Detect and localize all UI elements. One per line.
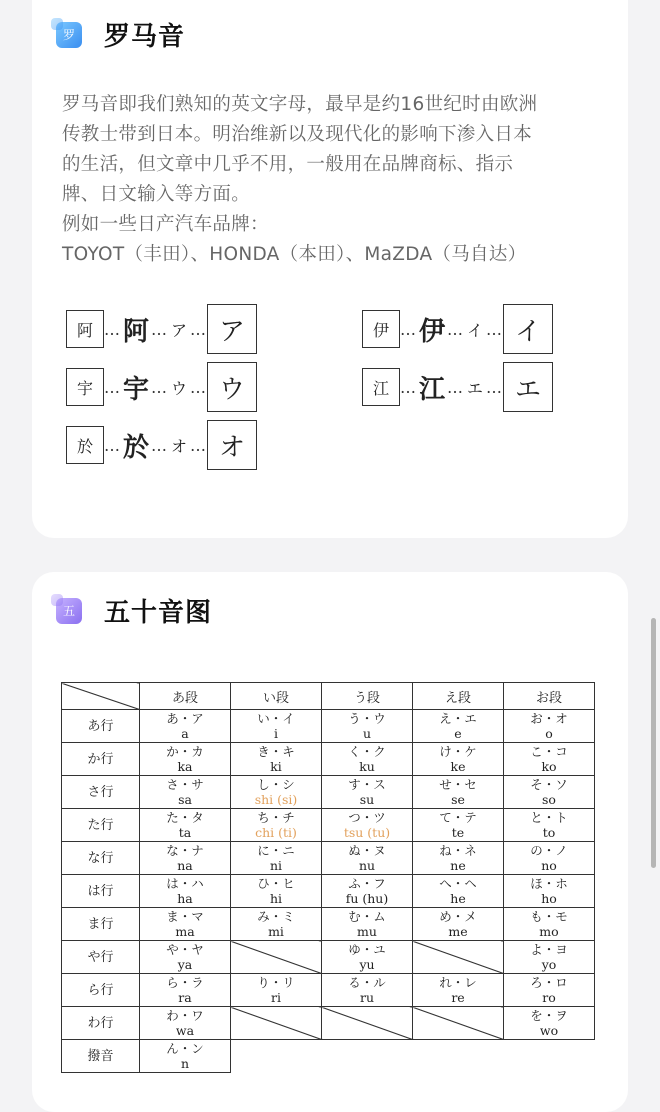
romaji-title: 罗马音 [104, 22, 186, 52]
table-cell [322, 776, 413, 809]
table-cell [140, 908, 231, 941]
kana-pair: ら・ラ [166, 975, 204, 990]
romaji-value: ya [177, 957, 193, 972]
dots: … [190, 319, 208, 339]
kana-pair: せ・セ [439, 777, 477, 792]
romaji-value: he [450, 891, 466, 906]
kana-pair: え・エ [439, 711, 477, 726]
kana-pair: か・カ [166, 744, 204, 759]
romaji-value: shi (si) [254, 792, 298, 807]
romaji-value: se [451, 792, 465, 807]
row-header: 撥音 [62, 1040, 140, 1073]
column-header: え段 [413, 683, 504, 710]
kana-pair: さ・サ [166, 777, 204, 792]
table-cell [322, 743, 413, 776]
table-row [62, 875, 595, 908]
romaji-value: o [545, 726, 553, 741]
romaji-value: wo [539, 1023, 559, 1038]
romaji-value: n [180, 1056, 190, 1071]
romaji-value: hi [269, 891, 283, 906]
kana-pair: あ・ア [166, 711, 204, 726]
kana-pair: ま・マ [166, 909, 204, 924]
early-form: ア [171, 320, 188, 340]
table-row [62, 710, 595, 743]
kana-box: エ [503, 362, 553, 412]
kana-pair: と・ト [530, 810, 568, 825]
column-header: う段 [322, 683, 413, 710]
table-row [62, 809, 595, 842]
table-cell [504, 809, 595, 842]
romaji-value: ke [450, 759, 466, 774]
derivation-o [66, 420, 257, 470]
table-cell [322, 875, 413, 908]
intro-line: 例如一些日产汽车品牌： [62, 214, 269, 235]
romaji-value: ka [177, 759, 193, 774]
kana-pair: れ・レ [439, 975, 477, 990]
romaji-value: ma [175, 924, 195, 939]
row-header: や行 [62, 941, 140, 974]
romaji-value: so [542, 792, 556, 807]
empty-cell [231, 941, 322, 974]
dots: … [151, 319, 169, 339]
kana-pair: る・ル [348, 975, 386, 990]
table-cell [322, 842, 413, 875]
table-cell [504, 875, 595, 908]
derivation-e [362, 362, 553, 412]
table-cell [504, 842, 595, 875]
table-cell [504, 974, 595, 1007]
table-row [62, 908, 595, 941]
table-cell [140, 842, 231, 875]
table-cell [504, 710, 595, 743]
early-form: オ [171, 436, 188, 456]
dots: … [447, 377, 465, 397]
gojuon-badge-icon: 五 [56, 598, 82, 624]
table-row [62, 1040, 595, 1073]
romaji-value: yo [541, 957, 557, 972]
kana-pair: に・ニ [257, 843, 295, 858]
table-cell [322, 908, 413, 941]
kanji-box: 阿 [66, 310, 104, 348]
table-row [62, 974, 595, 1007]
table-cell [231, 842, 322, 875]
kana-pair: ぬ・ヌ [348, 843, 386, 858]
table-row [62, 842, 595, 875]
table-cell [413, 908, 504, 941]
table-cell [140, 776, 231, 809]
dots: … [151, 377, 169, 397]
romaji-value: me [448, 924, 468, 939]
row-header: ま行 [62, 908, 140, 941]
intro-line: 牌、日文输入等方面。 [62, 184, 251, 205]
kana-pair: は・ハ [166, 876, 204, 891]
romaji-value: ru [359, 990, 375, 1005]
romaji-value: wa [175, 1023, 195, 1038]
row-header: わ行 [62, 1007, 140, 1040]
romaji-value: nu [358, 858, 376, 873]
empty-cell [231, 1007, 322, 1040]
dots: … [190, 435, 208, 455]
romaji-value: mi [268, 924, 284, 939]
romaji-value: na [177, 858, 193, 873]
gojuon-header [56, 592, 212, 629]
empty-cell [413, 1007, 504, 1040]
column-header: い段 [231, 683, 322, 710]
cursive-form: 阿 [123, 316, 150, 347]
romaji-value: ri [271, 990, 281, 1005]
gojuon-table [61, 682, 595, 1073]
romaji-value: ho [541, 891, 557, 906]
table-cell [504, 941, 595, 974]
kana-pair: も・モ [530, 909, 568, 924]
table-cell [322, 809, 413, 842]
kana-pair: ゆ・ユ [348, 942, 386, 957]
romaji-value: fu (hu) [345, 891, 389, 906]
table-cell [231, 974, 322, 1007]
row-header: な行 [62, 842, 140, 875]
table-cell [504, 908, 595, 941]
early-form: イ [467, 320, 484, 340]
kana-pair: く・ク [348, 744, 386, 759]
cursive-form: 於 [123, 432, 150, 463]
table-cell [504, 776, 595, 809]
kana-pair: ん・ン [166, 1041, 204, 1056]
kana-box: ウ [207, 362, 257, 412]
kana-pair: ふ・フ [348, 876, 386, 891]
table-cell [140, 875, 231, 908]
empty-cell [413, 941, 504, 974]
table-cell [140, 941, 231, 974]
kana-box: ア [207, 304, 257, 354]
kanji-box: 於 [66, 426, 104, 464]
kana-pair: よ・ヨ [530, 942, 568, 957]
column-header: あ段 [140, 683, 231, 710]
kana-pair: の・ノ [530, 843, 568, 858]
romaji-value: ne [450, 858, 466, 873]
kana-pair: へ・ヘ [439, 876, 477, 891]
table-cell [322, 974, 413, 1007]
romaji-value: e [454, 726, 462, 741]
kana-pair: そ・ソ [530, 777, 568, 792]
table-row [62, 743, 595, 776]
romaji-value: ro [542, 990, 556, 1005]
dots: … [104, 435, 121, 455]
kana-pair: け・ケ [439, 744, 477, 759]
dots: … [486, 377, 504, 397]
kana-pair: し・シ [257, 777, 295, 792]
romaji-value: to [542, 825, 556, 840]
kana-pair: き・キ [257, 744, 295, 759]
intro-line: 罗马音即我们熟知的英文字母，最早是约16世纪时由欧洲 [62, 94, 538, 115]
dots: … [190, 377, 208, 397]
table-cell [413, 842, 504, 875]
table-cell [322, 941, 413, 974]
kana-pair: す・ス [348, 777, 386, 792]
romaji-value: ta [178, 825, 192, 840]
table-cell [231, 710, 322, 743]
table-cell [231, 743, 322, 776]
kana-box: オ [207, 420, 257, 470]
cursive-form: 江 [419, 374, 446, 405]
derivation-a [66, 304, 257, 354]
table-cell [413, 710, 504, 743]
dots: … [104, 319, 121, 339]
kana-box: イ [503, 304, 553, 354]
table-cell [140, 1040, 231, 1073]
kana-pair: う・ウ [348, 711, 386, 726]
kana-pair: や・ヤ [166, 942, 204, 957]
table-cell [322, 710, 413, 743]
kanji-box: 伊 [362, 310, 400, 348]
romaji-value: mu [357, 924, 377, 939]
table-row [62, 776, 595, 809]
romaji-value: te [451, 825, 465, 840]
kana-pair: ね・ネ [439, 843, 477, 858]
romaji-value: su [359, 792, 375, 807]
kana-pair: た・タ [166, 810, 204, 825]
kana-pair: つ・ツ [348, 810, 386, 825]
table-cell [140, 1007, 231, 1040]
cursive-form: 伊 [419, 316, 446, 347]
table-cell [231, 875, 322, 908]
row-header: は行 [62, 875, 140, 908]
table-cell [140, 809, 231, 842]
kana-pair: み・ミ [257, 909, 295, 924]
kanji-box: 江 [362, 368, 400, 406]
row-header: さ行 [62, 776, 140, 809]
row-header: あ行 [62, 710, 140, 743]
intro-line: TOYOT（丰田）、HONDA（本田）、MaZDA（马自达） [62, 244, 527, 265]
row-header: ら行 [62, 974, 140, 1007]
scrollbar[interactable] [651, 618, 656, 868]
romaji-value: re [451, 990, 465, 1005]
kana-pair: ち・チ [257, 810, 295, 825]
kana-pair: ひ・ヒ [257, 876, 295, 891]
table-cell [413, 875, 504, 908]
romaji-value: ko [541, 759, 557, 774]
kana-pair: り・リ [257, 975, 295, 990]
derivation-u [66, 362, 257, 412]
romaji-card [32, 0, 628, 538]
early-form: エ [467, 378, 484, 398]
romaji-value: sa [178, 792, 192, 807]
gojuon-card [32, 572, 628, 1112]
kana-pair: お・オ [530, 711, 568, 726]
katakana-derivation-figure [66, 298, 606, 478]
intro-line: 的生活，但文章中几乎不用，一般用在品牌商标、指示 [62, 154, 514, 175]
intro-line: 传教士带到日本。明治维新以及现代化的影响下渗入日本 [62, 124, 533, 145]
empty-cell [322, 1007, 413, 1040]
romaji-value: no [541, 858, 557, 873]
romaji-value: ra [178, 990, 192, 1005]
romaji-badge-icon: 罗 [56, 22, 82, 48]
romaji-value: u [362, 726, 372, 741]
kana-pair: ほ・ホ [530, 876, 568, 891]
derivation-i [362, 304, 553, 354]
romaji-value: ha [177, 891, 193, 906]
kana-pair: て・テ [439, 810, 477, 825]
romaji-value: yu [359, 957, 375, 972]
romaji-intro [62, 90, 602, 270]
romaji-value: i [274, 726, 278, 741]
romaji-value: ni [269, 858, 283, 873]
kana-pair: こ・コ [530, 744, 568, 759]
table-cell [413, 974, 504, 1007]
gojuon-title: 五十音图 [104, 598, 213, 628]
kana-pair: わ・ワ [166, 1008, 204, 1023]
table-cell [413, 809, 504, 842]
table-row [62, 1007, 595, 1040]
corner-cell [62, 683, 140, 710]
table-row [62, 941, 595, 974]
table-cell [231, 809, 322, 842]
table-cell [140, 710, 231, 743]
dots: … [486, 319, 504, 339]
romaji-value: tsu (tu) [343, 825, 391, 840]
kana-pair: ろ・ロ [530, 975, 568, 990]
cursive-form: 宇 [123, 374, 150, 405]
table-cell [231, 776, 322, 809]
dots: … [400, 319, 417, 339]
romaji-value: ki [270, 759, 282, 774]
table-cell [140, 974, 231, 1007]
dots: … [104, 377, 121, 397]
table-cell [140, 743, 231, 776]
dots: … [447, 319, 465, 339]
column-header: お段 [504, 683, 595, 710]
kana-pair: を・ヲ [530, 1008, 568, 1023]
kana-pair: め・メ [439, 909, 477, 924]
row-header: か行 [62, 743, 140, 776]
kana-pair: む・ム [348, 909, 386, 924]
table-cell [504, 743, 595, 776]
romaji-value: ku [359, 759, 375, 774]
romaji-value: a [181, 726, 189, 741]
kana-pair: な・ナ [166, 843, 204, 858]
romaji-value: mo [539, 924, 559, 939]
dots: … [400, 377, 417, 397]
row-header: た行 [62, 809, 140, 842]
table-cell [504, 1007, 595, 1040]
table-cell [413, 776, 504, 809]
romaji-value: chi (ti) [255, 825, 297, 840]
table-header-row [62, 683, 595, 710]
table-cell [413, 743, 504, 776]
dots: … [151, 435, 169, 455]
table-cell [231, 908, 322, 941]
early-form: ウ [171, 378, 188, 398]
kanji-box: 宇 [66, 368, 104, 406]
romaji-header [56, 16, 185, 53]
kana-pair: い・イ [257, 711, 295, 726]
